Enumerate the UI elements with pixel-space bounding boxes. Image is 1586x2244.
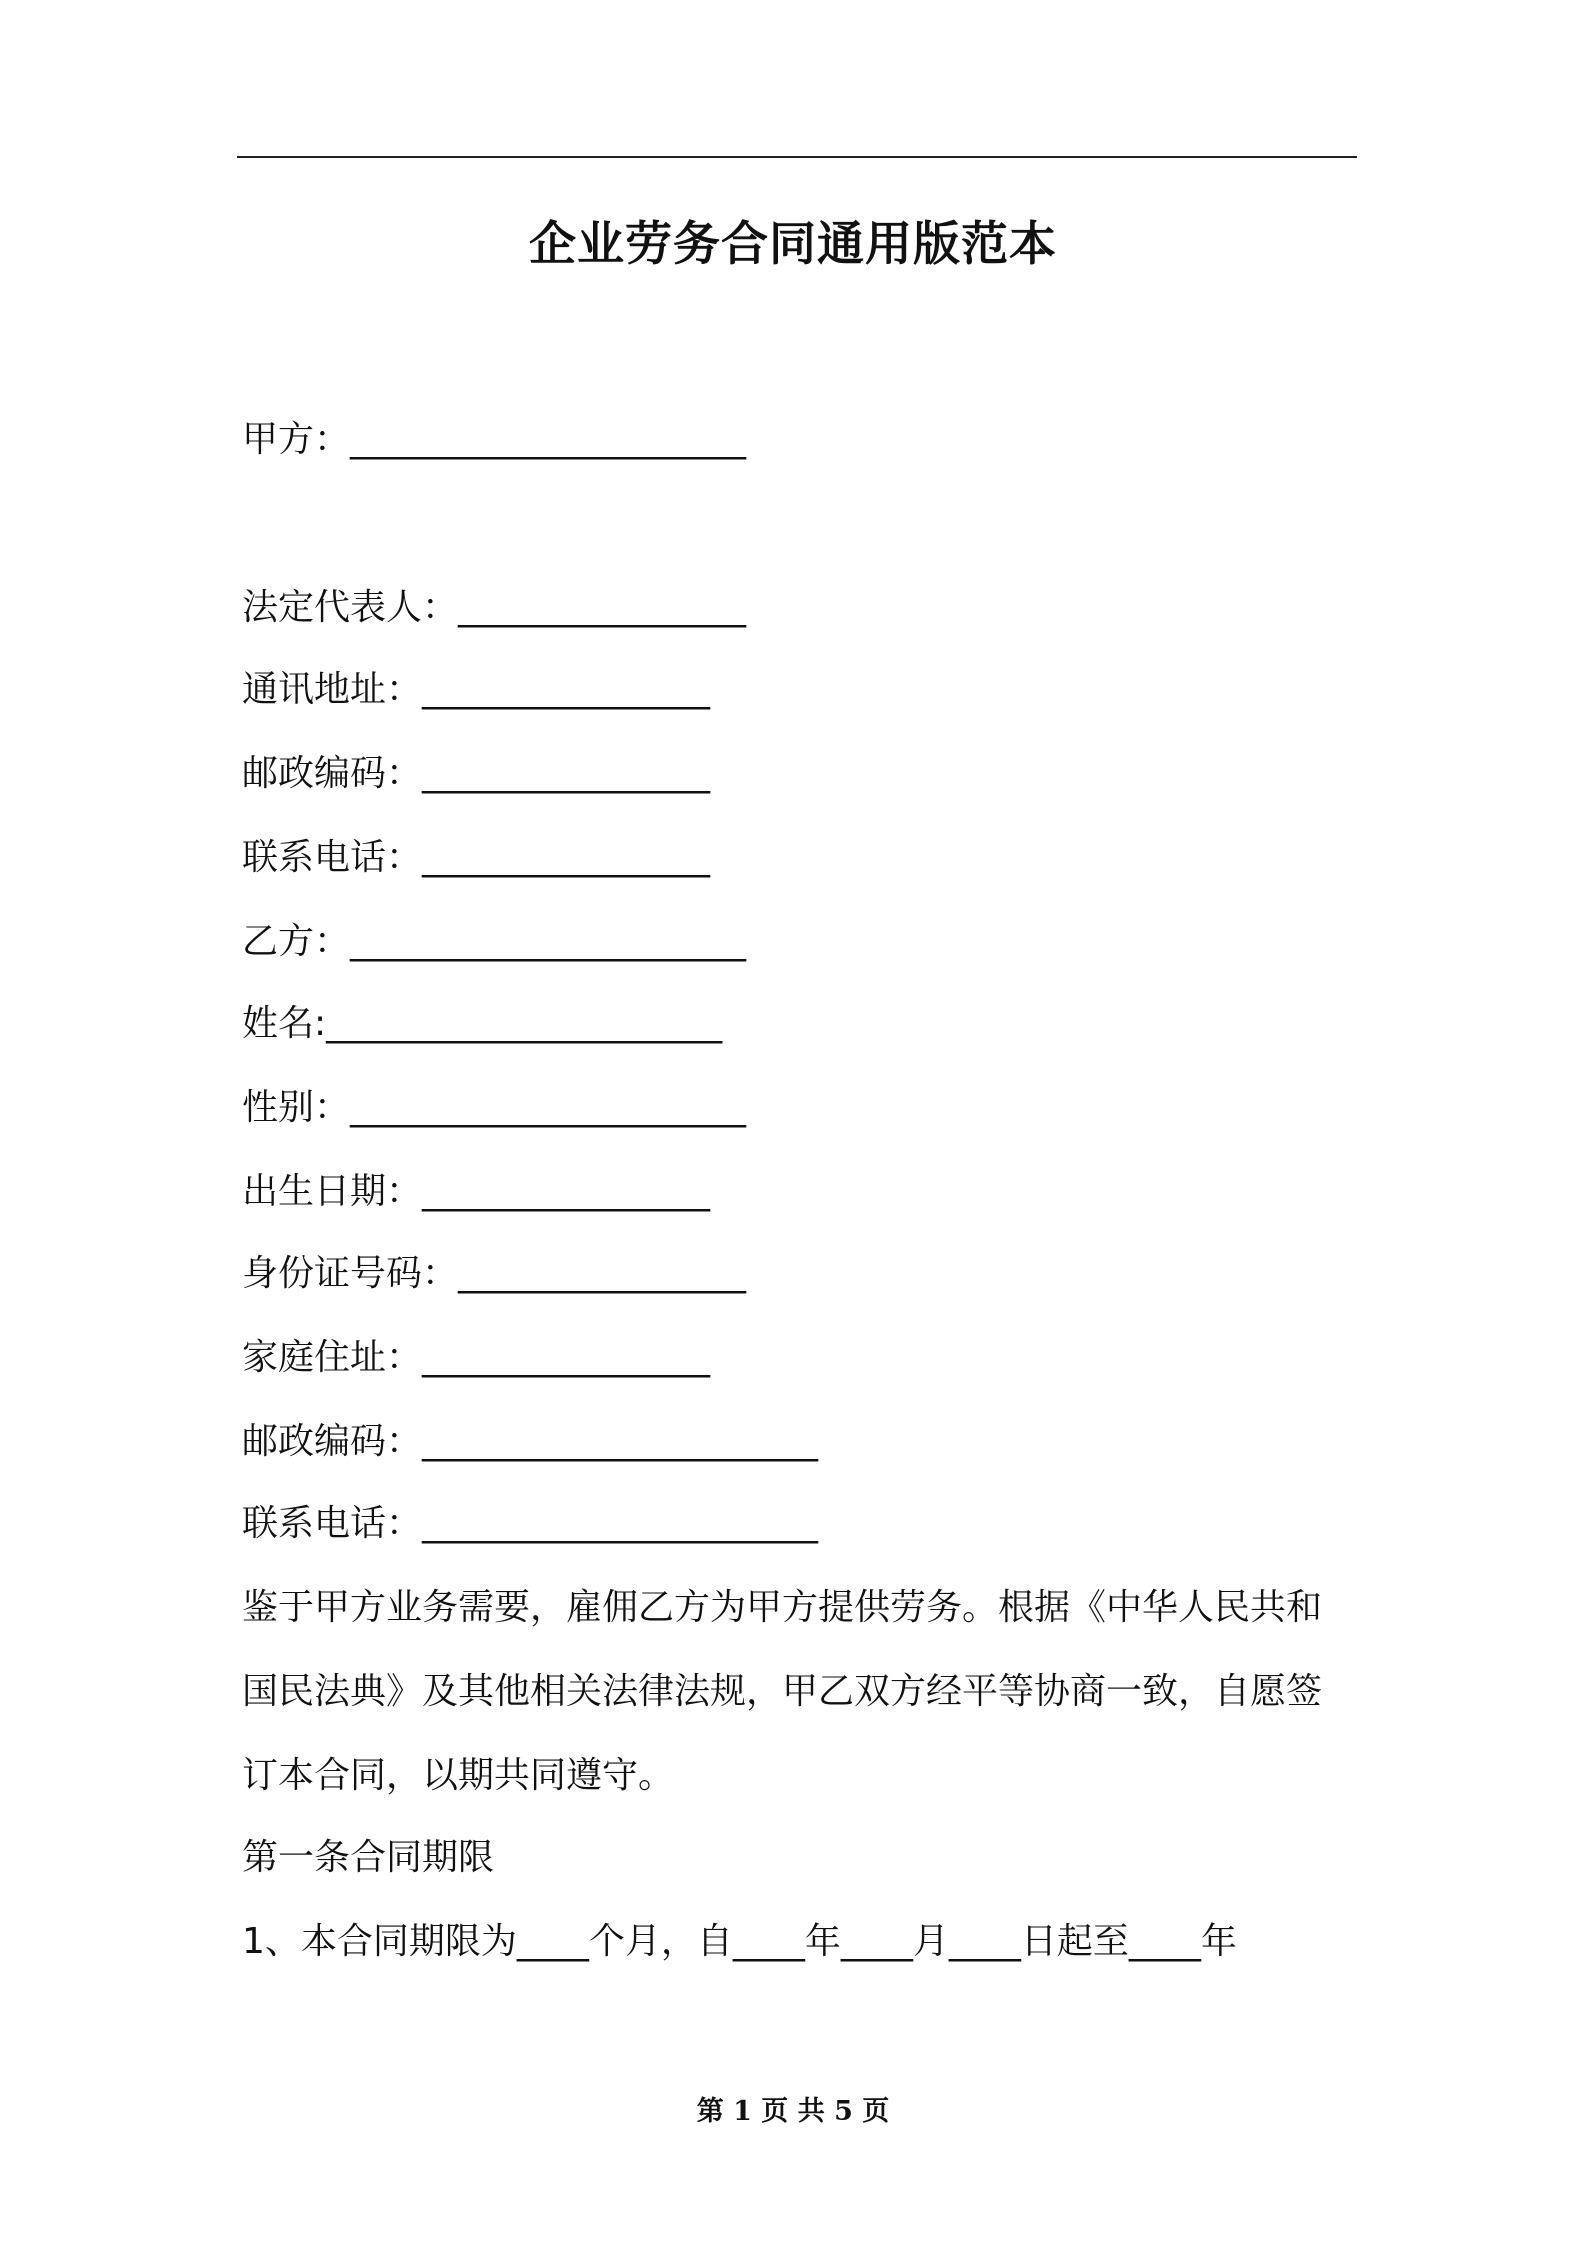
page-number-footer: 第 1 页 共 5 页 [696, 2096, 890, 2127]
party-b-home-address-field: 家庭住址：________________ [242, 1337, 711, 1378]
party-b-id-number-field: 身份证号码：________________ [242, 1253, 747, 1294]
party-b-gender-field: 性别：______________________ [242, 1087, 747, 1128]
party-a-postcode-field: 邮政编码：________________ [242, 753, 711, 794]
preamble-line-3: 订本合同，以期共同遵守。 [242, 1755, 675, 1796]
party-b-name-field: 姓名:______________________ [242, 1003, 723, 1044]
preamble-line-2: 国民法典》及其他相关法律法规，甲乙双方经平等协商一致，自愿签 [242, 1671, 1323, 1712]
party-a-phone-field: 联系电话：________________ [242, 837, 711, 878]
document-title: 企业劳务合同通用版范本 [529, 217, 1057, 272]
party-b-postcode-field: 邮政编码：______________________ [242, 1421, 819, 1462]
party-b-field: 乙方：______________________ [242, 921, 747, 962]
party-b-phone-field: 联系电话：______________________ [242, 1503, 819, 1544]
party-a-address-field: 通讯地址：________________ [242, 669, 711, 710]
preamble-line-1: 鉴于甲方业务需要，雇佣乙方为甲方提供劳务。根据《中华人民共和 [242, 1587, 1323, 1628]
party-a-field: 甲方：______________________ [242, 419, 747, 460]
header-rule [237, 156, 1357, 158]
article-1-heading: 第一条合同期限 [242, 1837, 495, 1878]
legal-representative-field: 法定代表人：________________ [242, 587, 747, 628]
article-1-item-1: 1、本合同期限为____个月，自____年____月____日起至____年 [242, 1921, 1237, 1962]
party-b-birthdate-field: 出生日期：________________ [242, 1171, 711, 1212]
